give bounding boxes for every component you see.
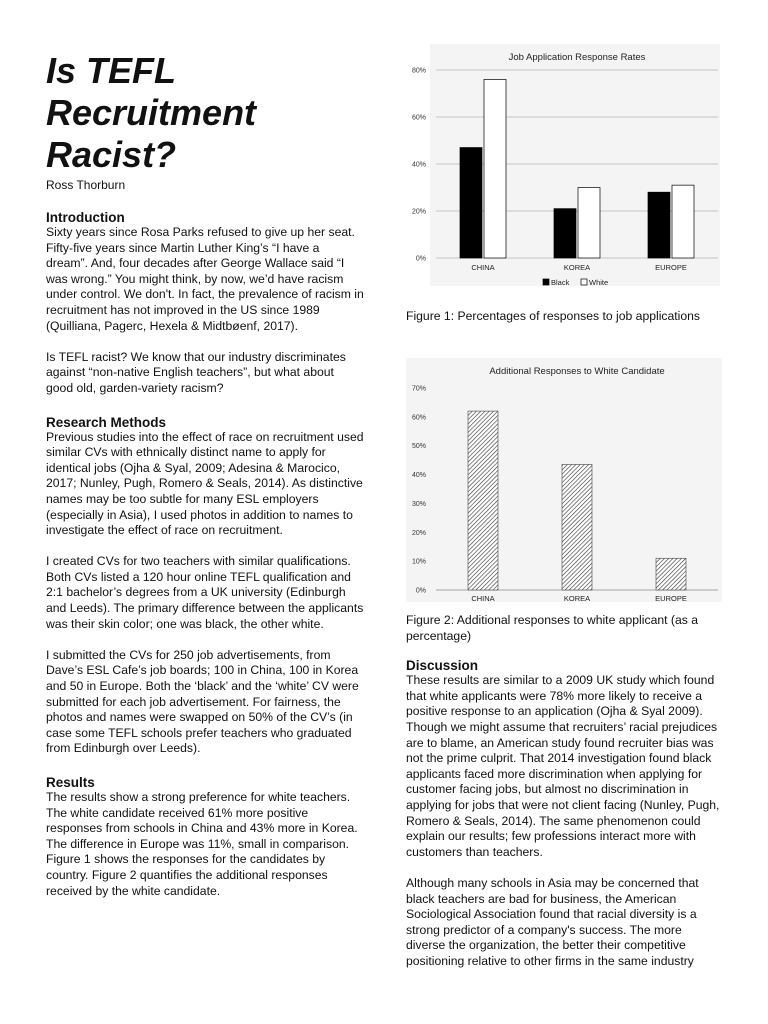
right-column [406,40,722,970]
paragraph: The results show a strong preference for white teachers. The white candidate received 61% more positive responses from schools in China and 43% more in Korea. The difference in Europe was 11%, small in comparison. Figure 1 shows the responses for the candidates by country. Figure 2 quantifies the additional responses received by the white candidate. [46,790,358,898]
section-heading: Results [46,775,95,790]
bar-black [460,148,482,258]
section-heading: Introduction [46,210,125,225]
chart-title: Job Application Response Rates [508,52,646,63]
paragraph: These results are similar to a 2009 UK study which found that white applicants were 78% more likely to receive a positive response to an application (Ojha & Syal 2009). Though we might assume that recruiters’ racial prejudices are to blame, an American study found recruiter bias was not the prime culprit. That 2014 investigation found black applicants faced more discrimination when applying for customer facing jobs, but almost no discrimination in applying for jobs that were not client facing (Nunley, Pugh, Romero & Seals, 2014). The same phenomenon could explain our results; few professions interact more with customers than teachers. [406,673,720,859]
bar-additional-response [656,559,686,591]
figure-2-caption: Figure 2: Additional responses to white applicant (as a percentage) [406,613,698,643]
y-tick-label: 50% [411,443,426,451]
y-tick-label: 20% [411,530,426,538]
paragraph: I created CVs for two teachers with similar qualifications. Both CVs listed a 120 hour online TEFL qualification and 2:1 bachelor’s degrees from a UK university (Edinburgh and Leeds). The primary difference between the applicants was their skin color; one was black, the other white. [46,554,364,631]
legend-swatch [581,279,587,285]
x-tick-label: KOREA [563,263,591,272]
paragraph: I submitted the CVs for 250 job advertisements, from Dave’s ESL Cafe’s job boards; 100 in China, 100 in Korea and 50 in Europe. Both the ‘black’ and the ‘white’ CV were submitted for each job advertisement. For fairness, the photos and names were swapped on 50% of the CV’s (in case some TEFL schools prefer teachers who graduated from Edinburgh over Leeds). [46,647,359,756]
bar-black [554,209,576,258]
y-tick-label: 0% [415,255,426,263]
bar-black [648,192,670,258]
chart-title: Additional Responses to White Candidate [489,366,665,378]
paragraph: Sixty years since Rosa Parks refused to give up her seat. Fifty-five years since Martin Luther King’s “I have a dream”. And, four decades after George Wallace said “I was wrong.” You might think, by now, we’d have racism under control. We don't. In fact, the prevalence of racism in recruitment has not improved in the US since 1989 (Quilliana, Pagerc, Hexela & Midtbøenf, 2017). [46,225,364,333]
y-tick-label: 40% [411,472,426,480]
paragraph: Previous studies into the effect of race on recruitment used similar CVs with ethnically distinct name to apply for identical jobs (Ojha & Syal, 2009; Adesina & Marocico, 2017; Nunley, Pugh, Romero & Seals, 2014). As distinctive names may be too subtle for many ESL employers (especially in Asia), I used photos in addition to names to investigate the effect of race on recruitment. [46,429,364,538]
y-tick-label: 40% [411,161,426,169]
methods-section [46,415,364,757]
additional-responses-chart [406,354,722,604]
legend-label: White [589,278,609,287]
bar-additional-response [562,465,592,591]
legend-swatch [543,279,549,285]
left-column [46,50,364,899]
section-heading: Research Methods [46,414,167,430]
bar-white [484,79,506,258]
bar-additional-response [468,411,498,590]
x-tick-label: CHINA [471,594,495,604]
title-line: Recruitment [46,92,257,133]
introduction-section [46,210,364,397]
x-tick-label: KOREA [563,594,591,604]
x-tick-label: EUROPE [655,263,687,272]
title-line: Racist? [46,134,177,175]
y-tick-label: 0% [415,587,426,595]
response-rates-chart [406,40,722,290]
y-tick-label: 70% [411,385,426,393]
results-section [46,775,364,899]
x-tick-label: CHINA [471,263,495,272]
bar-white [672,185,694,258]
bar-white [578,188,600,259]
y-tick-label: 60% [411,414,426,422]
article-title [46,50,364,176]
title-line: Is TEFL [46,50,177,91]
y-tick-label: 30% [411,501,426,509]
author-name: Ross Thorburn [46,178,126,192]
y-tick-label: 60% [411,114,426,122]
section-heading: Discussion [406,658,479,674]
paragraph: Although many schools in Asia may be concerned that black teachers are bad for business, the American Sociological Association found that racial diversity is a strong predictor of a company's success. The more diverse the organization, the better their competitive positioning relative to other firms in the same industry [406,875,699,968]
y-tick-label: 10% [411,559,426,567]
paragraph: Is TEFL racist? We know that our industry discriminates against “non-native English teachers”, but what about good old, garden-variety racism? [46,349,346,395]
x-tick-label: EUROPE [655,594,687,604]
discussion-section [406,658,722,969]
y-tick-label: 20% [411,208,426,216]
figure-1-caption: Figure 1: Percentages of responses to job applications [406,309,701,323]
legend-label: Black [551,278,570,287]
y-tick-label: 80% [411,67,426,75]
